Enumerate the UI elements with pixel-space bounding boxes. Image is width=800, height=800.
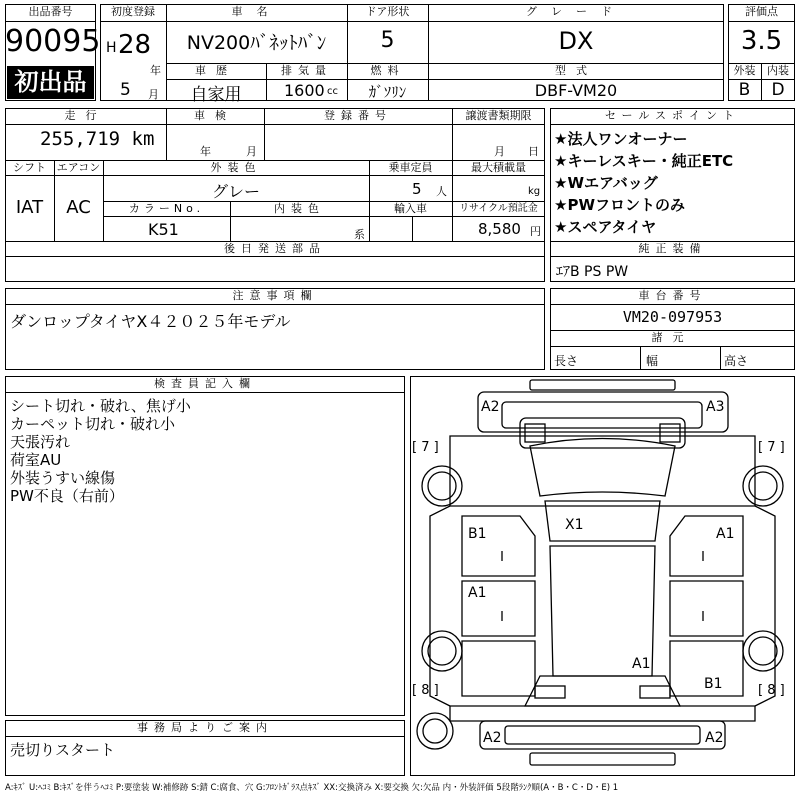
inspector-line: カーペット切れ・破れ小	[10, 415, 176, 433]
inspection-label: 車検	[194, 109, 236, 122]
tread-front-right: [ 7 ]	[758, 440, 785, 455]
tread-rear-left: [ 8 ]	[412, 683, 439, 698]
color-value: グレー	[211, 182, 260, 201]
office-label: 事務局よりご案内	[137, 721, 273, 734]
damage-mark-a2-top-left: A2	[481, 399, 500, 415]
model-value: DBF-VM20	[534, 81, 618, 100]
recycle-value: 8,580	[478, 220, 521, 238]
history-value: 自家用	[190, 85, 242, 105]
exterior-grade: B	[738, 80, 751, 100]
chassis-value: VM20-097953	[622, 308, 723, 326]
interior-color-unit: 系	[354, 228, 365, 241]
grade-value: DX	[558, 27, 594, 55]
equipment-label: 純正装備	[638, 242, 707, 255]
length-label: 長さ	[554, 354, 579, 368]
lot-number: 90095	[5, 24, 101, 59]
displacement-value: 1600	[284, 81, 325, 100]
plate-label: 登録番号	[324, 109, 392, 122]
interior-color-label: 内装色	[274, 202, 325, 215]
sales-point-item: ★法人ワンオーナー	[554, 130, 688, 148]
displacement-label: 排気量	[281, 64, 332, 77]
inspection-year-unit: 年	[200, 145, 211, 158]
damage-mark-a1-left: A1	[468, 585, 487, 601]
fuel-value: ｶﾞｿﾘﾝ	[368, 83, 407, 101]
car-name-label: 車名	[231, 5, 282, 18]
transfer-month-unit: 月	[494, 145, 505, 158]
interior-label: 内装	[767, 64, 789, 77]
office-text: 売切りスタート	[10, 741, 116, 759]
damage-mark-a3-top-right: A3	[706, 399, 725, 415]
sales-points-label: セールスポイント	[604, 109, 740, 122]
damage-mark-b1-left: B1	[468, 526, 487, 542]
height-label: 高さ	[724, 354, 749, 368]
capacity-unit: 人	[436, 185, 447, 198]
reg-year-unit: 年	[150, 64, 161, 77]
reg-year: 28	[118, 30, 152, 60]
damage-mark-x1: X1	[565, 517, 584, 533]
damage-mark-b1-right: B1	[704, 676, 723, 692]
notes-text: ダンロップタイヤX４２０２５年モデル	[10, 312, 291, 331]
legend-text: A:ｷｽﾞ U:ﾍｺﾐ B:ｷｽﾞを伴うﾍｺﾐ P:要塗装 W:補修跡 S:錆 C:腐食、穴 G:ﾌﾛﾝﾄｶﾞﾗｽ点ｷｽﾞ XX:交換済み X:要交換 欠:欠品 内・外装評価 5段階ﾗﾝｸ順(A・B・C・D・E) 1	[5, 783, 619, 793]
capacity-value: 5	[412, 180, 422, 198]
door-value: 5	[380, 28, 395, 53]
mileage-value: 255,719 km	[40, 128, 155, 150]
color-no-value: K51	[148, 220, 179, 239]
score-label: 評価点	[745, 5, 778, 18]
inspector-line: 天張汚れ	[10, 433, 71, 451]
exterior-label: 外装	[733, 64, 756, 77]
tread-front-left: [ 7 ]	[412, 440, 439, 455]
fuel-label: 燃料	[370, 64, 405, 77]
load-label: 最大積載量	[471, 161, 526, 174]
car-body-diagram	[410, 376, 795, 776]
model-label: 型式	[555, 64, 597, 77]
lot-label: 出品番号	[28, 5, 73, 18]
inspector-line: シート切れ・破れ、焦げ小	[10, 397, 191, 415]
sales-point-item: ★Wエアバッグ	[554, 174, 658, 192]
sales-point-item: ★キーレスキー・純正ETC	[554, 152, 734, 170]
color-no-label: カラーNo.	[128, 202, 205, 215]
displacement-unit: cc	[327, 86, 338, 97]
ac-label: エアコン	[56, 161, 101, 174]
reg-month: 5	[120, 80, 131, 100]
later-parts-label: 後日発送部品	[224, 242, 326, 255]
first-listing-text: 初出品	[14, 68, 87, 96]
dims-label: 諸元	[651, 331, 694, 344]
sales-point-item: ★スペアタイヤ	[554, 218, 657, 236]
recycle-unit: 円	[530, 225, 541, 238]
door-label: ドア形状	[365, 5, 410, 18]
recycle-label: リサイクル預託金	[459, 203, 538, 214]
damage-mark-a2-bottom-left: A2	[483, 730, 502, 746]
shift-label: シフト	[13, 161, 46, 174]
grade-label: グレード	[526, 5, 626, 18]
history-label: 車歴	[195, 64, 237, 77]
equipment-value: ｴｱB PS PW	[556, 264, 629, 280]
damage-mark-a1-right-upper: A1	[716, 526, 735, 542]
ac-value: AC	[66, 197, 91, 218]
chassis-label: 車台番号	[638, 289, 707, 302]
inspector-label: 検査員記入欄	[154, 377, 256, 390]
inspector-line: 外装うすい線傷	[10, 469, 116, 487]
width-label: 幅	[646, 354, 659, 368]
score-value: 3.5	[740, 26, 783, 56]
import-label: 輸入車	[394, 202, 427, 215]
shift-value: IAT	[15, 197, 44, 218]
damage-mark-a1-center: A1	[632, 656, 651, 672]
tread-rear-right: [ 8 ]	[758, 683, 785, 698]
car-name: NV200ﾊﾞﾈｯﾄﾊﾞﾝ	[186, 32, 327, 54]
era-letter: H	[106, 40, 117, 56]
load-unit: kg	[528, 186, 541, 197]
transfer-day-unit: 日	[528, 145, 539, 158]
sales-point-item: ★PWフロントのみ	[554, 196, 685, 214]
inspector-line: PW不良（右前）	[10, 487, 124, 505]
interior-grade: D	[771, 80, 785, 100]
inspection-month-unit: 月	[246, 145, 257, 158]
transfer-label: 譲渡書類期限	[465, 109, 532, 122]
first-reg-label: 初度登録	[111, 5, 155, 18]
notes-label: 注意事項欄	[232, 289, 318, 302]
inspector-line: 荷室AU	[10, 451, 62, 469]
capacity-label: 乗車定員	[388, 161, 433, 174]
damage-mark-a2-bottom-right: A2	[705, 730, 724, 746]
mileage-label: 走行	[64, 109, 107, 122]
reg-month-unit: 月	[148, 88, 159, 101]
color-label: 外装色	[210, 161, 262, 174]
